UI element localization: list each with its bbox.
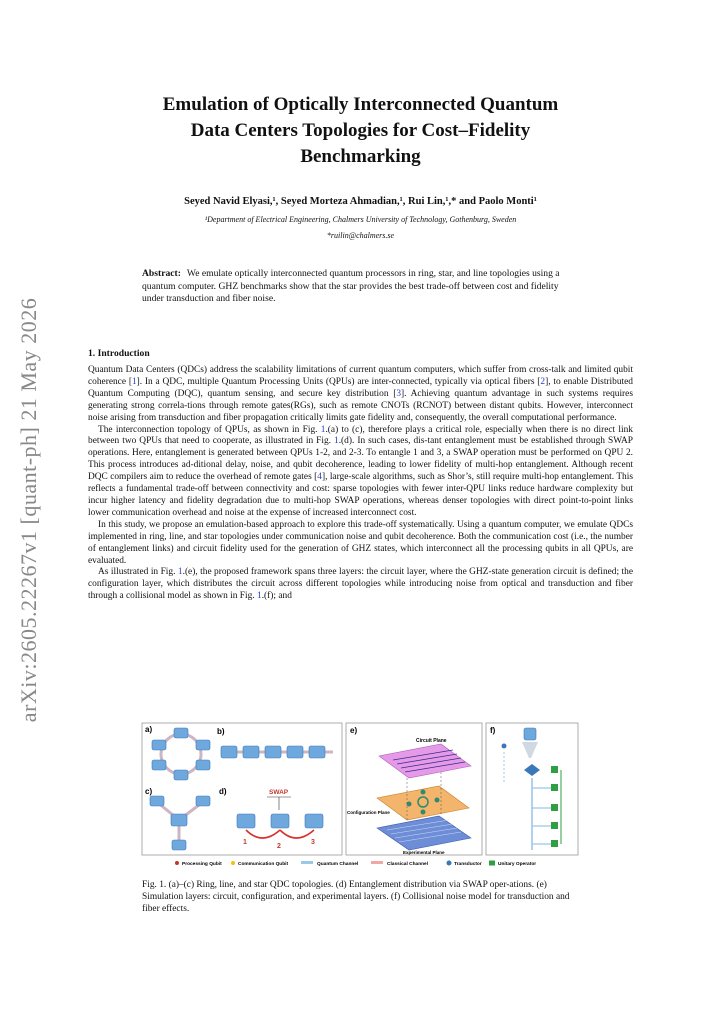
arxiv-id: arXiv:2605.22267v1 [quant-ph] 21 May 2026 bbox=[16, 297, 41, 723]
figure-legend bbox=[175, 861, 536, 868]
legend-classical-channel: Classical Channel bbox=[387, 862, 429, 867]
section-heading: 1. Introduction bbox=[88, 348, 150, 359]
figure-1 bbox=[141, 722, 581, 870]
legend-communication-qubit: Communication Qubit bbox=[238, 862, 289, 867]
citation-link[interactable]: 3 bbox=[396, 388, 401, 399]
panel-c-label: c) bbox=[145, 787, 153, 796]
unitary-operator-swatch bbox=[489, 861, 495, 866]
citation-link[interactable]: 4 bbox=[317, 472, 322, 483]
configuration-plane-label: Configuration Plane bbox=[347, 810, 390, 815]
affiliation: ¹Department of Electrical Engineering, Chalmers University of Technology, Gothenburg, Sweden bbox=[204, 215, 517, 224]
legend-processing-qubit: Processing Qubit bbox=[182, 862, 222, 867]
swap-label: SWAP bbox=[269, 789, 289, 796]
line-topology bbox=[221, 746, 333, 758]
transductor-icon bbox=[447, 861, 452, 866]
processing-qubit-swatch bbox=[175, 861, 179, 865]
arxiv-sidebar bbox=[12, 297, 46, 723]
section-body bbox=[88, 365, 633, 603]
qpu-2-label: 2 bbox=[277, 843, 281, 850]
panel-d-label: d) bbox=[219, 787, 227, 796]
communication-qubit-swatch bbox=[231, 861, 235, 865]
panel-e-label: e) bbox=[350, 726, 358, 735]
legend-unitary-operator: Unitary Operator bbox=[498, 862, 537, 867]
figure-caption: Fig. 1. (a)–(c) Ring, line, and star QDC topologies. (d) Entanglement distribution via SWAP oper-ations. (e) Simulation layers: circuit, configuration, and experimental layers. (f) Collisional noise model for transduction and fiber effects. bbox=[142, 880, 570, 914]
abstract bbox=[142, 268, 582, 306]
circuit-plane-label: Circuit Plane bbox=[416, 738, 447, 744]
email: *ruilin@chalmers.se bbox=[326, 231, 395, 240]
figure-link[interactable]: 1 bbox=[257, 591, 262, 602]
collisional-model bbox=[502, 728, 562, 850]
paper-title: Emulation of Optically Interconnected Quantum Data Centers Topologies for Cost–Fidelity Benchmarking bbox=[162, 94, 559, 167]
quantum-channel-swatch bbox=[301, 861, 313, 864]
figure-link[interactable]: 1 bbox=[320, 424, 326, 435]
paragraph-1: Quantum Data Centers (QDCs) address the scalability limitations of current quantum computers, which suffer from cross-talk and limited qubit coherence [1]. In a QDC, multiple Quantum Processing Units (QPUs) are inter-connected, typically via optical fibers [2], to enable Distributed Quantum Computing (DQC), quantum sensing, and secure key distribution [3]. Achieving quantum advantage in such systems requires generating strong correla-tions through remote gates(RGs), such as remote CNOTs (RCNOT) between distant qubits. However, interconnect noise arising from transduction and fiber propagation critically limits gate fidelity and, consequently, the overall computational performance. bbox=[88, 365, 633, 423]
panel-a-label: a) bbox=[145, 725, 153, 734]
paragraph-4: As illustrated in Fig. 1.(e), the proposed framework spans three layers: the circuit layer, where the GHZ-state generation circuit is defined; the configuration layer, which distributes the circuit across different topologies while introducing noise from optical and transduction and fiber through a collisional model as shown in Fig. 1.(f); and bbox=[88, 567, 633, 602]
figure-link[interactable]: 1 bbox=[334, 436, 339, 447]
qpu-3-label: 3 bbox=[311, 839, 315, 846]
citation-link[interactable]: 1 bbox=[131, 376, 137, 387]
authors: Seyed Navid Elyasi,¹, Seyed Morteza Ahmadian,¹, Rui Lin,¹,* and Paolo Monti¹ bbox=[184, 196, 537, 207]
paragraph-2: The interconnection topology of QPUs, as shown in Fig. 1.(a) to (c), therefore plays a critical role, especially when there is no direct link between two QPUs that need to cooperate, as illustrated in Fig. 1.(d). In such cases, dis-tant entanglement must be established through SWAP operations. Here, entanglement is generated between QPUs 1-2, and 2-3. To entangle 1 and 3, a SWAP operation must be performed on QPU 2. This process introduces ad-ditional delay, noise, and qubit decoherence, leading to lower fidelity of multi-hop entanglement. Although recent DQC compilers aim to reduce the overhead of remote gates [4], large-scale algorithms, such as Shor’s, still require multi-hop entanglement. This reflects a fundamental trade-off between connectivity and cost: sparse topologies with fewer inter-QPU links reduce hardware complexity but incur higher latency and fidelity degradation due to multi-hop SWAP operations, whereas denser topologies with direct point-to-point links lower communication overhead and noise at the expense of increased interconnect cost. bbox=[88, 424, 634, 518]
legend-quantum-channel: Quantum Channel bbox=[317, 862, 359, 867]
figure-link[interactable]: 1 bbox=[177, 567, 183, 578]
classical-channel-swatch bbox=[371, 861, 383, 864]
experimental-plane-label: Experimental Plane bbox=[403, 850, 445, 855]
abstract-label: Abstract: bbox=[142, 268, 181, 279]
panel-abcd-frame bbox=[142, 723, 342, 855]
layer-stack bbox=[347, 738, 471, 855]
paragraph-3: In this study, we propose an emulation-based approach to explore this trade-off systematically. Using a quantum computer, we emulate QDCs implemented in ring, line, and star topologies under communication noise and qubit decoherence. Both the communication cost (i.e., the number of entanglement links) and circuit fidelity used for the generation of GHZ states, which interconnect all the processing qubits in all QPUs, are evaluated. bbox=[88, 519, 633, 566]
citation-link[interactable]: 2 bbox=[540, 376, 546, 387]
panel-b-label: b) bbox=[217, 727, 225, 736]
panel-f-label: f) bbox=[490, 726, 496, 735]
ring-topology bbox=[152, 728, 210, 780]
legend-transductor: Transductor bbox=[454, 862, 482, 867]
swap-diagram bbox=[237, 789, 323, 850]
star-topology bbox=[150, 796, 210, 850]
abstract-text: We emulate optically interconnected quantum processors in ring, star, and line topologies using a quantum computer. GHZ benchmarks show that the star provides the best trade-off between cost and fidelity under transduction and fiber noise. bbox=[142, 268, 560, 305]
qpu-1-label: 1 bbox=[243, 839, 247, 846]
